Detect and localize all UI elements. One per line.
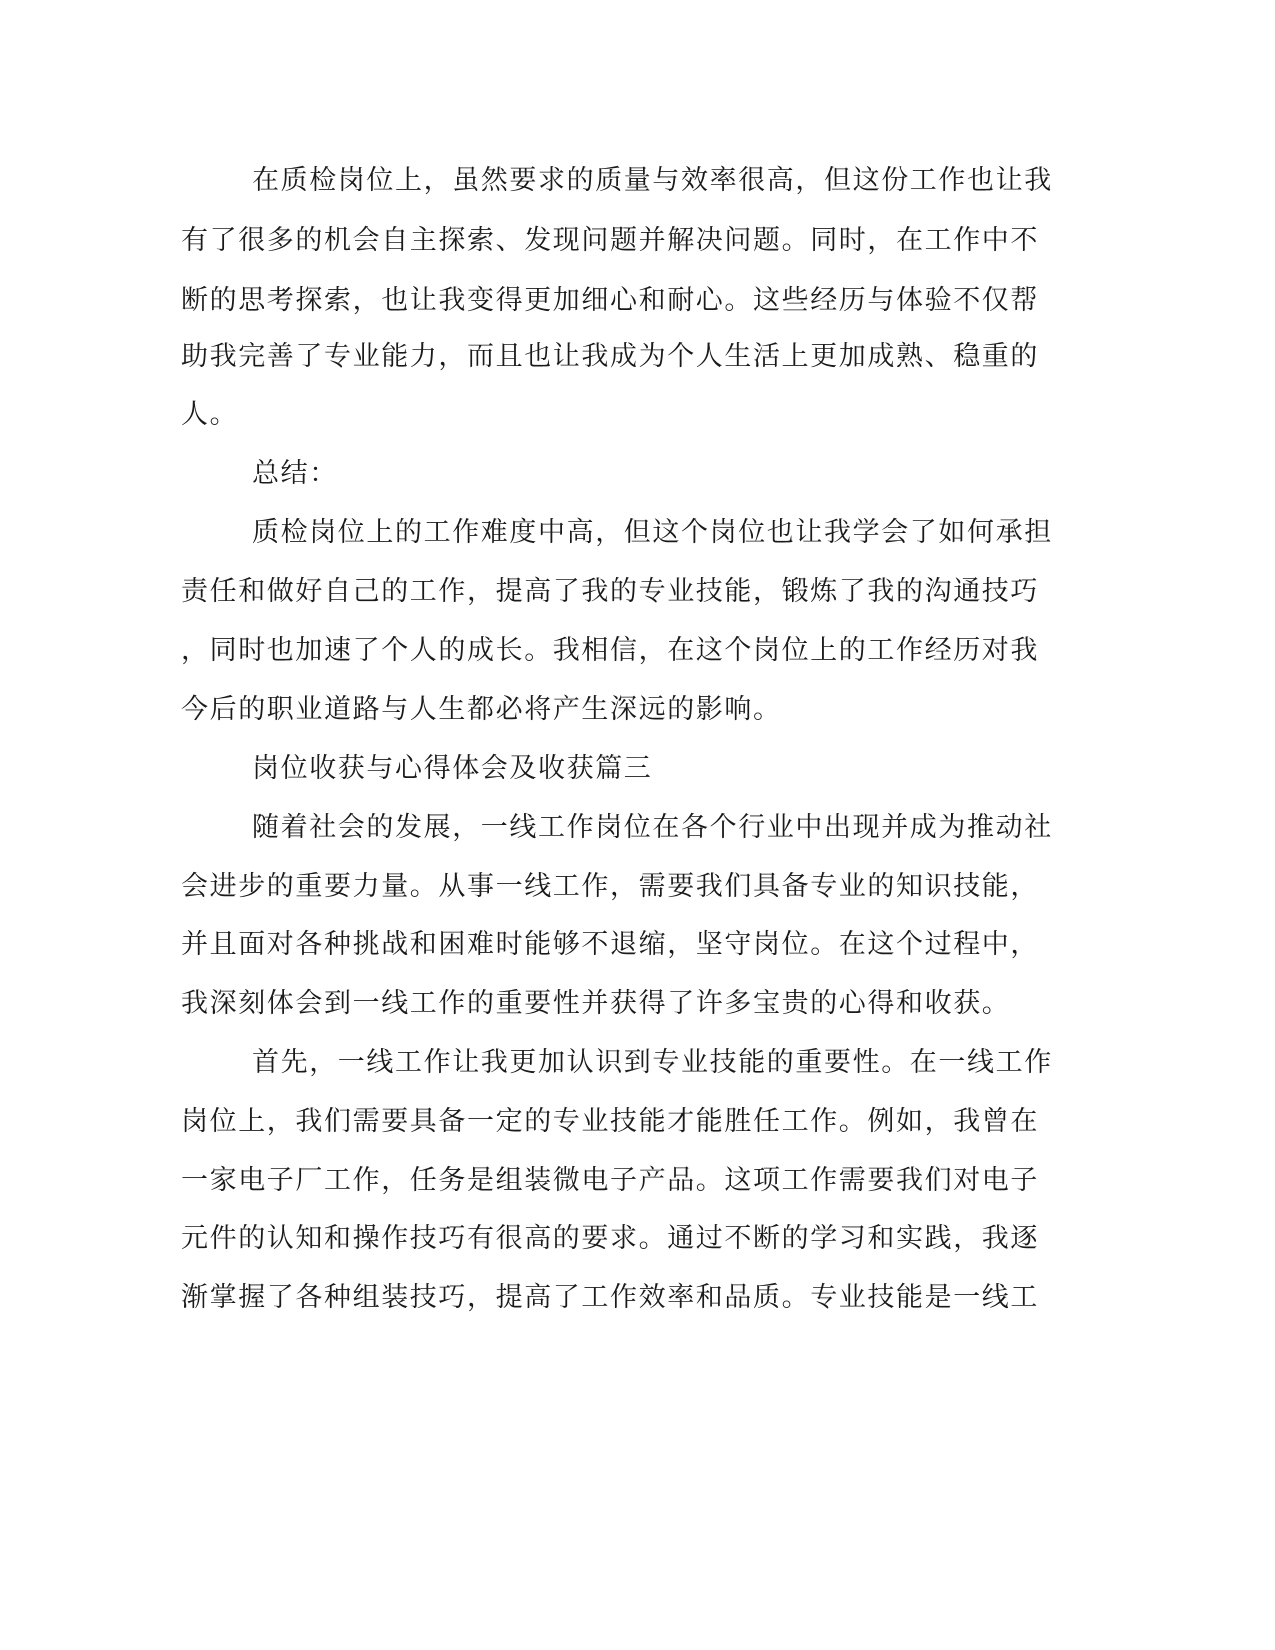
paragraph-line: 在质检岗位上，虽然要求的质量与效率很高，但这份工作也让我 (252, 165, 1053, 196)
summary-heading: 总结： (252, 458, 338, 489)
paragraph-line: 助我完善了专业能力，而且也让我成为个人生活上更加成熟、稳重的 (181, 341, 1039, 372)
paragraph-line: 随着社会的发展，一线工作岗位在各个行业中出现并成为推动社 (252, 812, 1053, 843)
paragraph-line: 岗位上，我们需要具备一定的专业技能才能胜任工作。例如，我曾在 (181, 1106, 1039, 1137)
paragraph-line: 今后的职业道路与人生都必将产生深远的影响。 (181, 694, 782, 725)
paragraph-line: 首先，一线工作让我更加认识到专业技能的重要性。在一线工作 (252, 1047, 1053, 1078)
paragraph-line: 断的思考探索，也让我变得更加细心和耐心。这些经历与体验不仅帮 (181, 285, 1039, 316)
paragraph-line: 元件的认知和操作技巧有很高的要求。通过不断的学习和实践，我逐 (181, 1223, 1039, 1254)
section-title: 岗位收获与心得体会及收获篇三 (252, 753, 653, 784)
paragraph-line: 责任和做好自己的工作，提高了我的专业技能，锻炼了我的沟通技巧 (181, 576, 1039, 607)
paragraph-line: 会进步的重要力量。从事一线工作，需要我们具备专业的知识技能， (181, 871, 1039, 902)
paragraph-line: 一家电子厂工作，任务是组装微电子产品。这项工作需要我们对电子 (181, 1165, 1039, 1196)
paragraph-line: ，同时也加速了个人的成长。我相信，在这个岗位上的工作经历对我 (181, 635, 1039, 666)
paragraph-line: 渐掌握了各种组装技巧，提高了工作效率和品质。专业技能是一线工 (181, 1282, 1039, 1313)
paragraph-line: 有了很多的机会自主探索、发现问题并解决问题。同时，在工作中不 (181, 225, 1039, 256)
paragraph-line: 我深刻体会到一线工作的重要性并获得了许多宝贵的心得和收获。 (181, 988, 1011, 1019)
paragraph-line: 质检岗位上的工作难度中高，但这个岗位也让我学会了如何承担 (252, 517, 1053, 548)
paragraph-line: 人。 (181, 399, 239, 430)
paragraph-line: 并且面对各种挑战和困难时能够不退缩，坚守岗位。在这个过程中， (181, 929, 1039, 960)
